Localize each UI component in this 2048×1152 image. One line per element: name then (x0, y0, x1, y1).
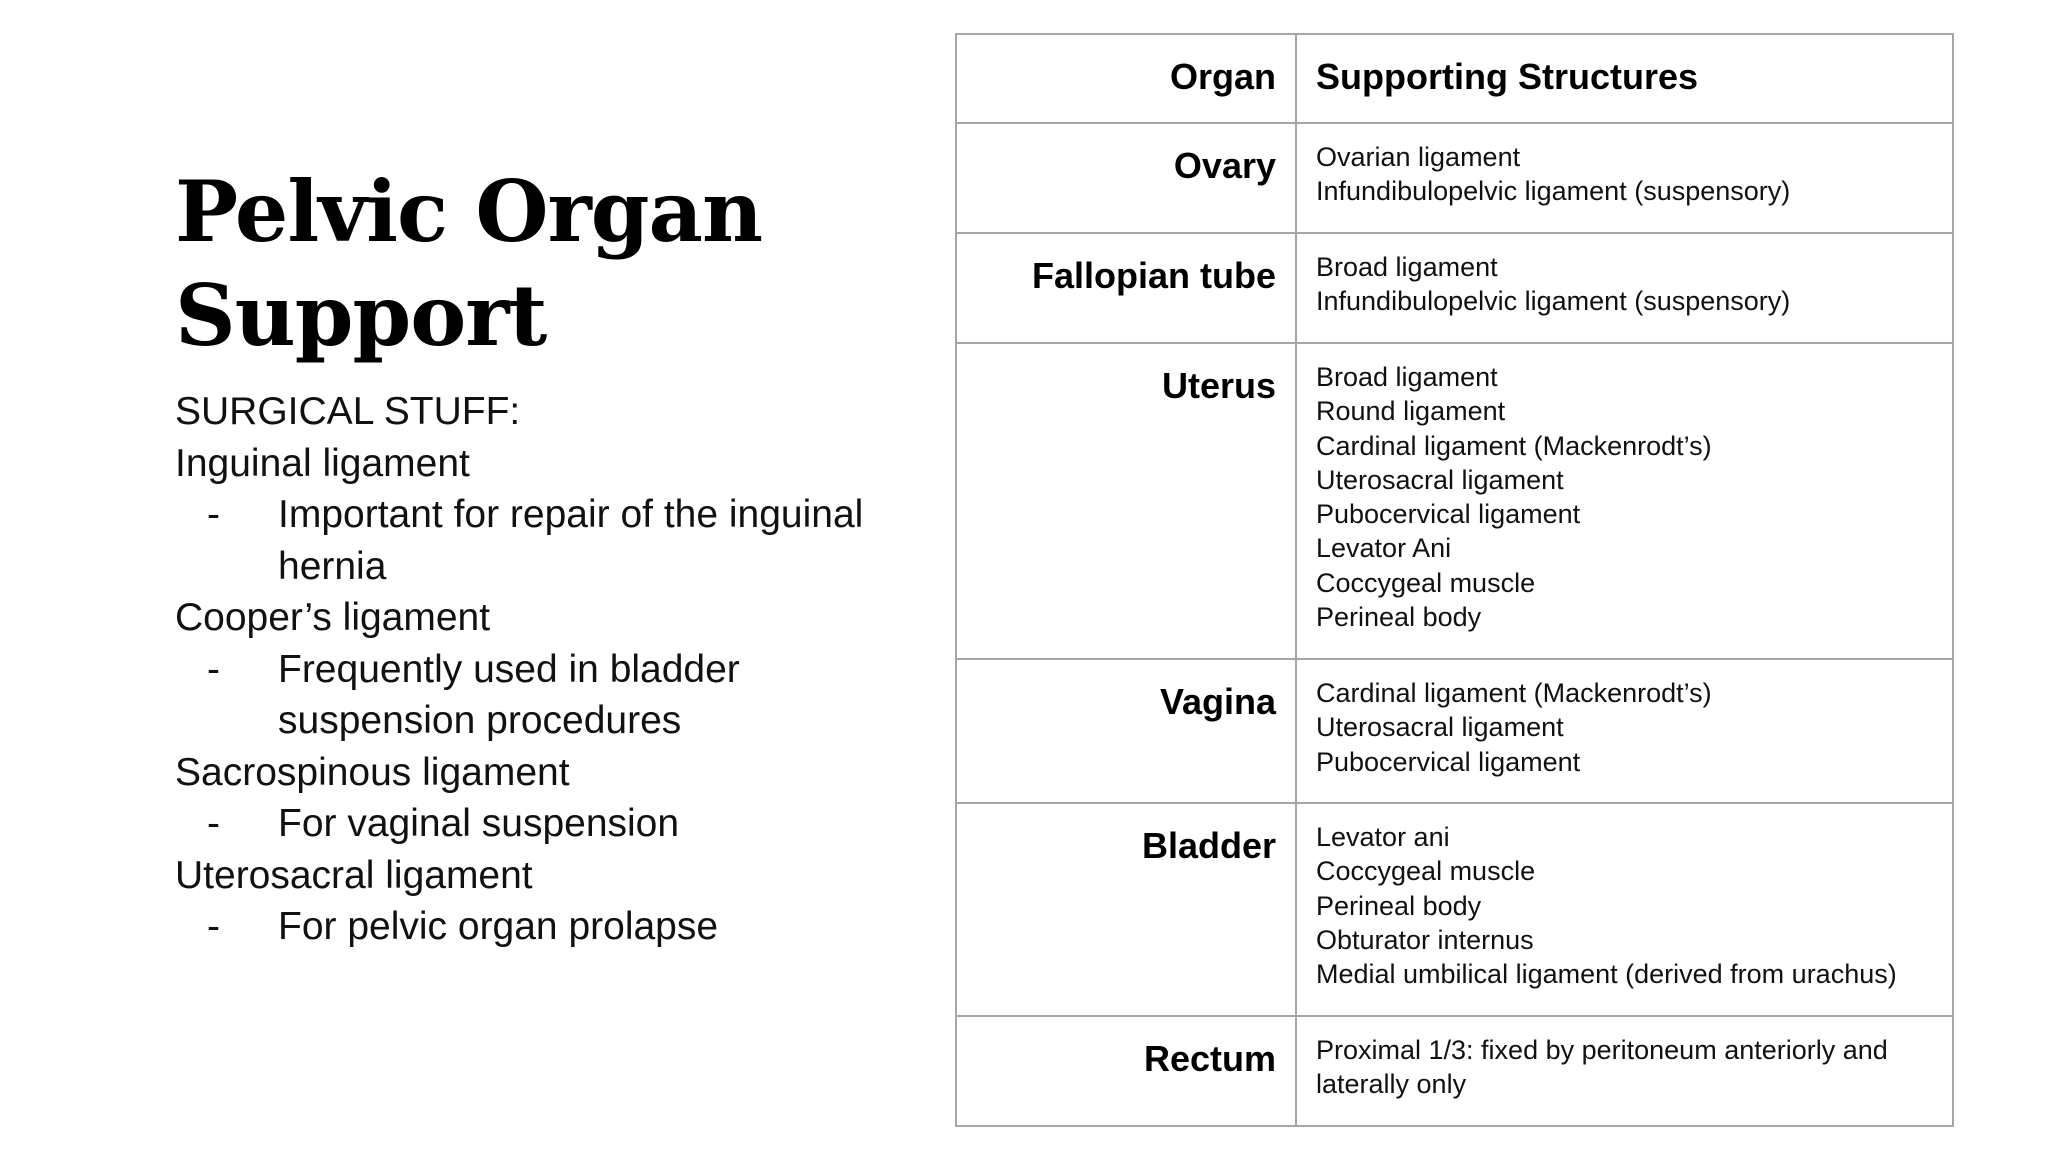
structure-item: Pubocervical ligament (1316, 499, 1581, 530)
organ-cell: Bladder (956, 803, 1296, 1016)
structures-cell (1296, 659, 1953, 803)
organ-cell: Ovary (956, 123, 1296, 233)
structure-item: Ovarian ligament (1316, 142, 1521, 172)
structure-item: Obturator internus (1316, 924, 1534, 955)
table-row (956, 1016, 1953, 1126)
note-item-subtext: For vaginal suspension (278, 802, 680, 845)
structure-item: Uterosacral ligament (1316, 464, 1564, 495)
note-item-sub (175, 644, 935, 747)
structures-cell (1296, 1016, 1953, 1126)
table-row (956, 123, 1953, 233)
structure-item: Round ligament (1316, 396, 1506, 427)
structure-item: Uterosacral ligament (1316, 712, 1564, 743)
structure-item: Coccygeal muscle (1316, 856, 1536, 887)
structures-cell (1296, 803, 1953, 1016)
table-row (956, 233, 1953, 343)
note-item-sub (175, 489, 935, 592)
structure-item: Coccygeal muscle (1316, 567, 1536, 598)
header-structures: Supporting Structures (1296, 34, 1953, 123)
structure-item: Pubocervical ligament (1316, 746, 1581, 777)
note-item-subtext: Important for repair of the inguinal hernia (278, 493, 864, 588)
organ-cell: Uterus (956, 343, 1296, 659)
structures-cell (1296, 123, 1953, 233)
note-item-sub (175, 798, 935, 850)
organ-cell: Fallopian tube (956, 233, 1296, 343)
structure-item: Proximal 1/3: fixed by peritoneum anteriorly and laterally only (1316, 1035, 1888, 1100)
structure-item: Infundibulopelvic ligament (suspensory) (1316, 286, 1791, 317)
slide-title (175, 160, 935, 368)
dash-bullet: - (207, 905, 220, 948)
notes-heading: SURGICAL STUFF: (175, 390, 521, 433)
dash-bullet: - (207, 493, 220, 536)
structure-item: Broad ligament (1316, 252, 1498, 282)
structure-item: Cardinal ligament (Mackenrodt’s) (1316, 430, 1712, 461)
note-item-label: Uterosacral ligament (175, 853, 533, 897)
note-item-subtext: Frequently used in bladder suspension procedures (278, 647, 740, 742)
note-item-sub (175, 901, 935, 953)
structure-item: Levator Ani (1316, 533, 1452, 564)
table-header-row (956, 34, 1953, 123)
structures-cell (1296, 233, 1953, 343)
organ-cell: Vagina (956, 659, 1296, 803)
surgical-notes (175, 386, 935, 953)
table-row (956, 343, 1953, 659)
header-organ: Organ (956, 34, 1296, 123)
structure-item: Perineal body (1316, 890, 1482, 921)
table-row (956, 803, 1953, 1016)
note-item-label: Cooper’s ligament (175, 596, 491, 639)
title-line-1: Pelvic Organ (175, 162, 763, 261)
dash-bullet: - (207, 647, 220, 691)
note-item-subtext: For pelvic organ prolapse (278, 905, 719, 948)
dash-bullet: - (207, 802, 220, 845)
structure-item: Broad ligament (1316, 362, 1498, 392)
organ-cell: Rectum (956, 1016, 1296, 1126)
structures-cell (1296, 343, 1953, 659)
note-item-label: Sacrospinous ligament (175, 750, 570, 794)
structure-item: Perineal body (1316, 602, 1482, 633)
structure-item: Cardinal ligament (Mackenrodt’s) (1316, 678, 1712, 708)
structure-item: Medial umbilical ligament (derived from urachus) (1316, 959, 1897, 990)
structure-item: Infundibulopelvic ligament (suspensory) (1316, 176, 1791, 207)
note-item-label: Inguinal ligament (175, 441, 470, 485)
title-line-2: Support (175, 266, 547, 365)
table-row (956, 659, 1953, 803)
support-table (955, 33, 1954, 1127)
structure-item: Levator ani (1316, 822, 1450, 852)
